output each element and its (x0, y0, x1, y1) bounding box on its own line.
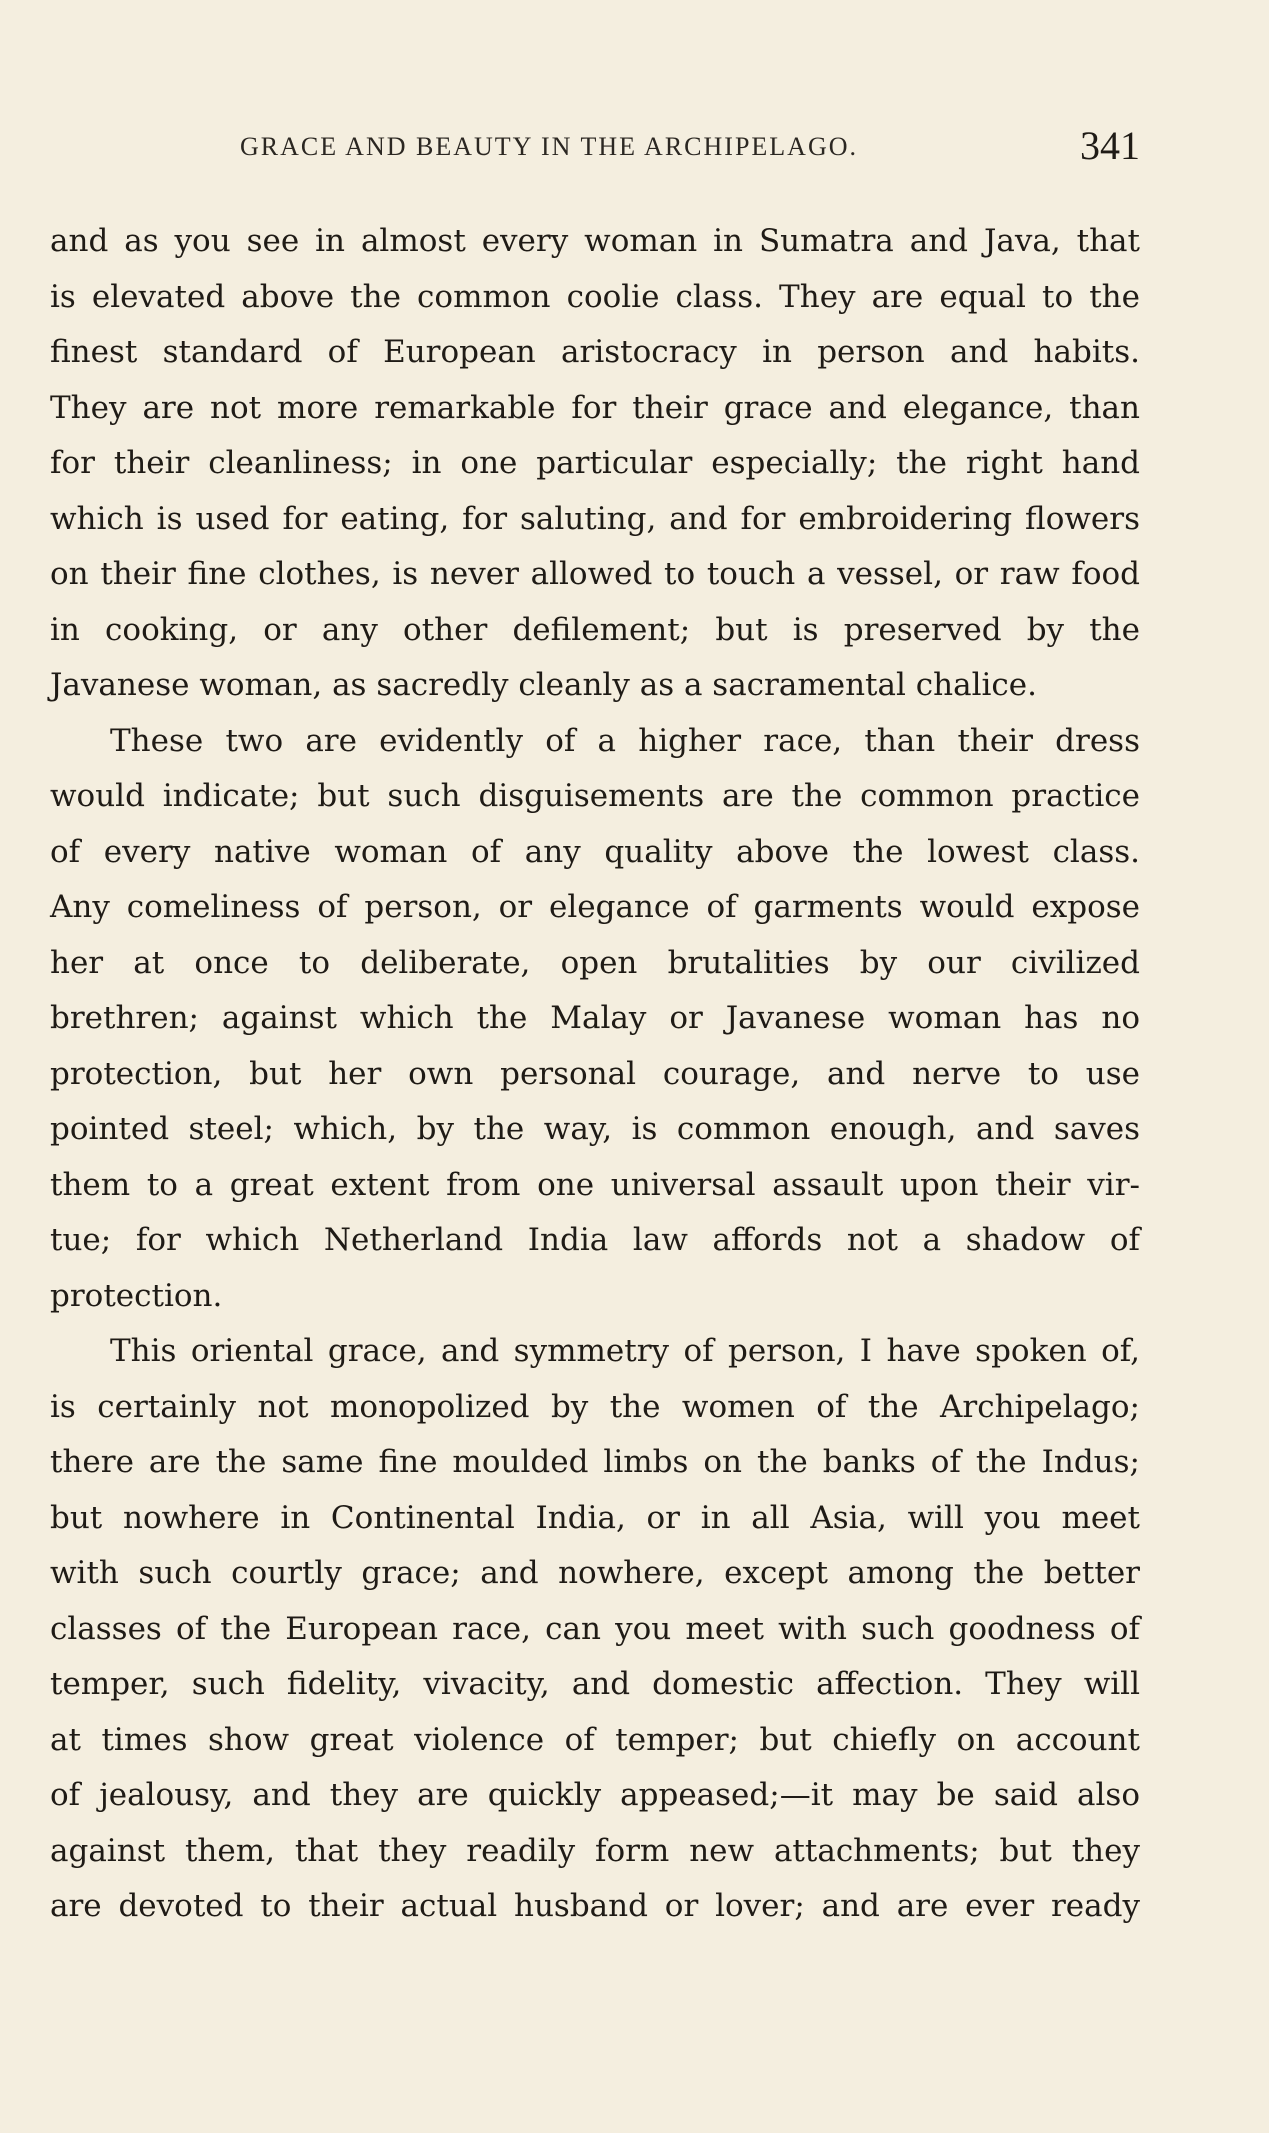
text-line: in cooking, or any other defilement; but is preserved by the (50, 611, 1140, 648)
text-line: Javanese woman, as sacredly cleanly as a sacramental chalice. (50, 667, 1037, 703)
text-line: which is used for eating, for saluting, and for embroidering flowers (50, 500, 1140, 537)
text-line: This oriental grace, and symmetry of person, I have spoken of, (110, 1333, 1140, 1369)
text-line: brethren; against which the Malay or Javanese woman has no (50, 1000, 1140, 1036)
text-line: protection. (50, 1277, 223, 1314)
body-text (50, 214, 1140, 1935)
text-line: with such courtly grace; and nowhere, except among the better (50, 1555, 1140, 1591)
paragraph (50, 714, 1140, 1325)
text-line: is certainly not monopolized by the women of the Archipelago; (50, 1388, 1140, 1425)
text-line: against them, that they readily form new attachments; but they (50, 1832, 1140, 1869)
text-line: finest standard of European aristocracy in person and habits. (50, 334, 1140, 370)
page-number: 341 (1080, 123, 1140, 168)
text-line: would indicate; but such disguisements are the common practice (50, 778, 1140, 814)
text-line: protection, but her own personal courage, and nerve to use (50, 1055, 1140, 1092)
text-line: on their fine clothes, is never allowed to touch a vessel, or raw food (50, 556, 1140, 592)
text-line: tue; for which Netherland India law affords not a shadow of (50, 1222, 1140, 1258)
text-line: but nowhere in Continental India, or in all Asia, will you meet (50, 1499, 1140, 1536)
text-line: of jealousy, and they are quickly appeased;—it may be said also (50, 1777, 1140, 1813)
text-line: is elevated above the common coolie class. They are equal to the (50, 278, 1140, 315)
paragraph (50, 214, 1140, 714)
text-line: pointed steel; which, by the way, is common enough, and saves (50, 1111, 1140, 1147)
text-line: are devoted to their actual husband or lover; and are ever ready (50, 1888, 1140, 1924)
text-line: her at once to deliberate, open brutalities by our civilized (50, 944, 1140, 981)
text-line: and as you see in almost every woman in Sumatra and Java, that (50, 223, 1140, 259)
text-line: classes of the European race, can you meet with such goodness of (50, 1610, 1140, 1647)
text-line: of every native woman of any quality above the lowest class. (50, 833, 1140, 870)
text-line: there are the same fine moulded limbs on the banks of the Indus; (50, 1444, 1140, 1480)
text-line: them to a great extent from one universal assault upon their vir- (50, 1166, 1140, 1203)
text-line: for their cleanliness; in one particular especially; the right hand (50, 445, 1140, 481)
text-line: They are not more remarkable for their grace and elegance, than (50, 389, 1140, 426)
running-head (50, 122, 1140, 172)
running-title: GRACE AND BEAUTY IN THE ARCHIPELAGO. (240, 132, 858, 161)
text-line: Any comeliness of person, or elegance of garments would expose (50, 889, 1140, 925)
text-line: These two are evidently of a higher race, than their dress (110, 722, 1140, 759)
text-line: at times show great violence of temper; but chiefly on account (50, 1721, 1140, 1758)
text-line: temper, such fidelity, vivacity, and domestic affection. They will (50, 1666, 1140, 1702)
paragraph (50, 1324, 1140, 1935)
